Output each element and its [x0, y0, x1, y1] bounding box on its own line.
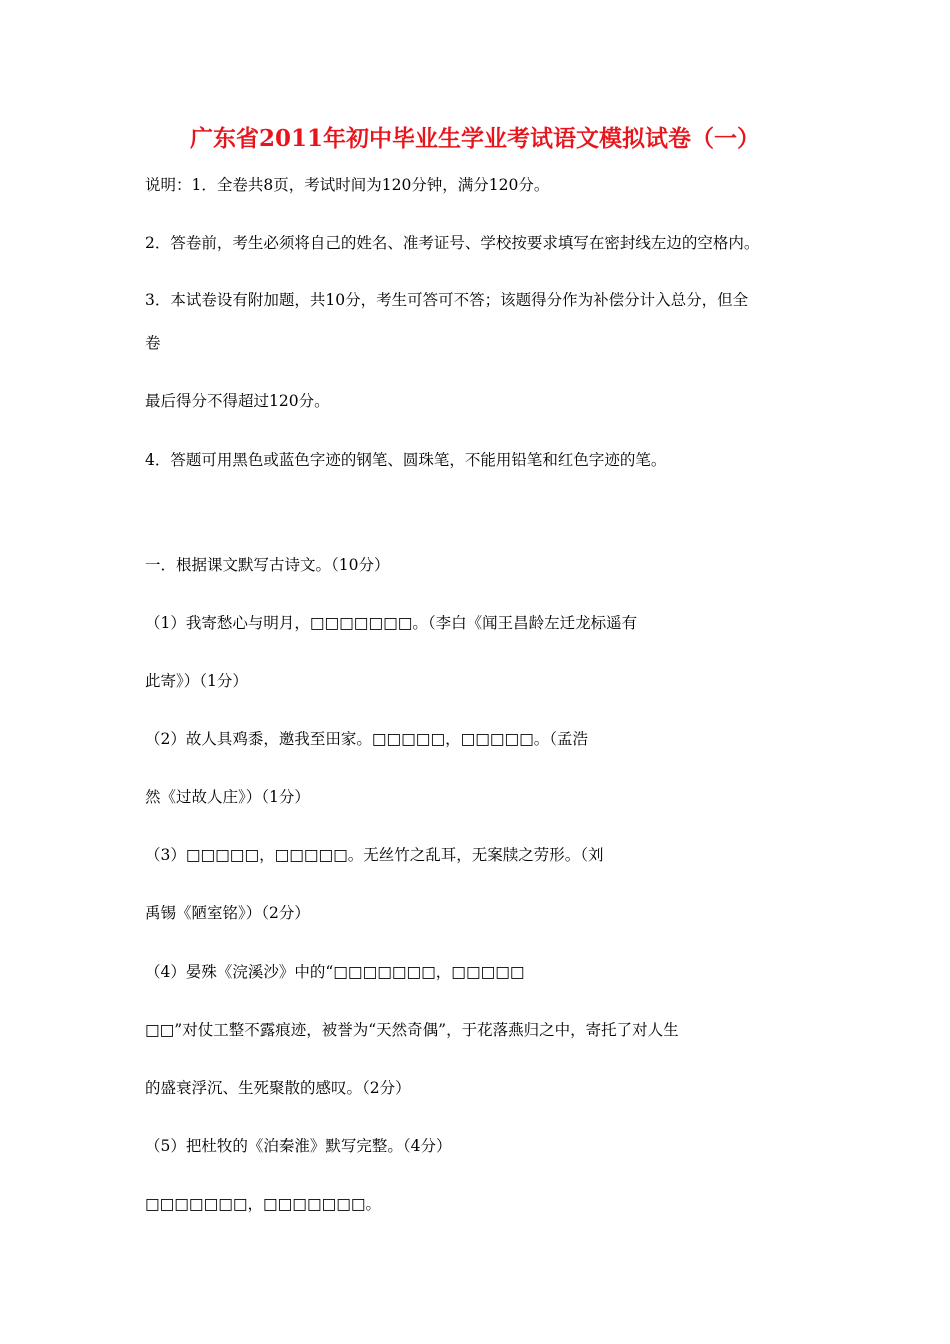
exam-title: 广东省2011年初中毕业生学业考试语文模拟试卷（一）	[189, 125, 760, 152]
question-line: （2）故人具鸡黍，邀我至田家。□□□□□，□□□□□。（孟浩	[145, 730, 589, 748]
instruction-line-3-tail: 最后得分不得超过120分。	[145, 392, 330, 410]
question-line: （5）把杜牧的《泊秦淮》默写完整。（4分）	[145, 1137, 452, 1155]
question-line: 此寄》）（1分）	[145, 672, 248, 690]
question-line: 的盛衰浮沉、生死聚散的感叹。（2分）	[145, 1079, 411, 1097]
question-line: （3）□□□□□，□□□□□。无丝竹之乱耳，无案牍之劳形。（刘	[145, 846, 604, 864]
question-line: 然《过故人庄》）（1分）	[145, 788, 310, 806]
instruction-line-1: 说明：1．全卷共8页，考试时间为120分钟，满分120分。	[145, 176, 550, 194]
instruction-line-4: 4．答题可用黑色或蓝色字迹的钢笔、圆珠笔，不能用铅笔和红色字迹的笔。	[145, 451, 667, 469]
instruction-line-3: 3．本试卷设有附加题，共10分，考生可答可不答；该题得分作为补偿分计入总分，但全	[145, 291, 749, 309]
question-line: （4）晏殊《浣溪沙》中的“□□□□□□□，□□□□□	[145, 963, 525, 981]
question-line: □□”对仗工整不露痕迹，被誉为“天然奇偶”，于花落燕归之中，寄托了对人生	[145, 1021, 679, 1039]
instruction-line-2: 2．答卷前，考生必须将自己的姓名、准考证号、学校按要求填写在密封线左边的空格内。	[145, 234, 760, 252]
question-line: （1）我寄愁心与明月，□□□□□□□。（李白《闻王昌龄左迁龙标遥有	[145, 614, 638, 632]
answer-blank-line: □□□□□□□，□□□□□□□。	[145, 1195, 382, 1213]
question-line: 禹锡《陋室铭》）（2分）	[145, 904, 310, 922]
section-heading: 一．根据课文默写古诗文。（10分）	[145, 556, 390, 574]
instruction-line-3-cont: 卷	[145, 334, 161, 352]
